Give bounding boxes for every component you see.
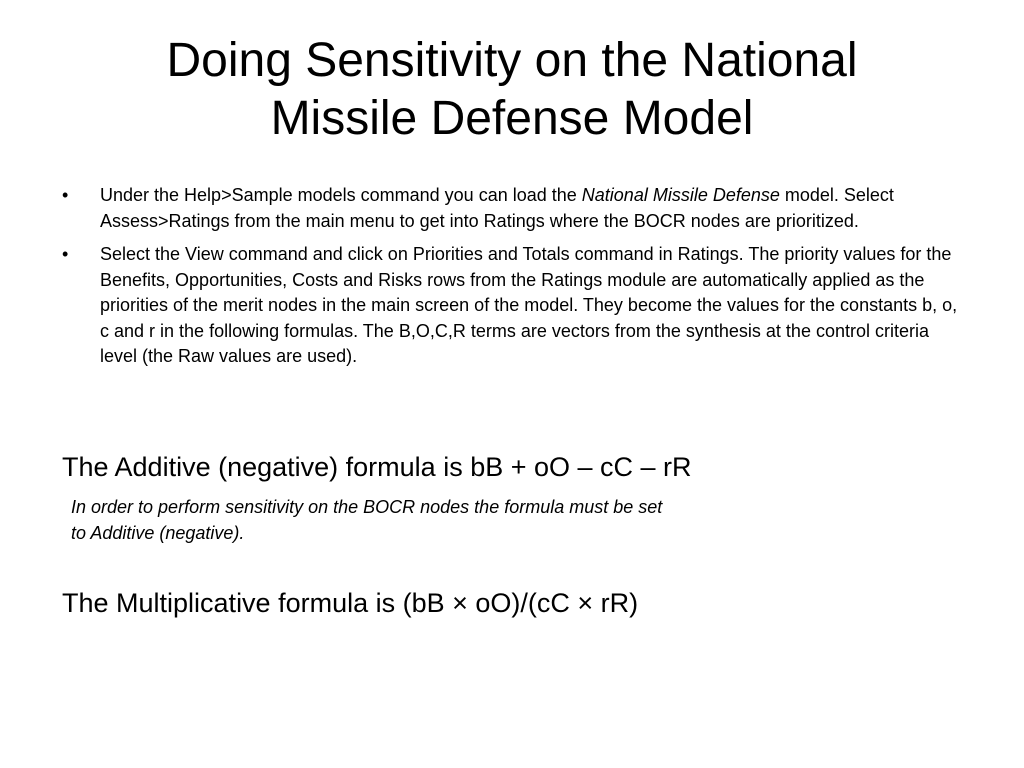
bullet-marker: • (62, 185, 69, 205)
bullet-text: Select the View command and click on Priorities and Totals command in Ratings. The priority values for the Benefits, Opportunities, Costs and Risks rows from the Ratings module are automatically applied as the priorities of the merit nodes in the main screen of the model. They become the values for the constants b, o, c and r in the following formulas. The B,O,C,R terms are vectors from the synthesis at the control criteria level (the Raw values are used). (100, 244, 958, 366)
bullet-text-before: Under the Help>Sample models command you can load the (100, 185, 582, 205)
bullet-text-after: model. Select Assess>Ratings from the main menu to get into Ratings where the BOCR nodes are prioritized. (100, 185, 894, 231)
bullet-item-load-model (62, 183, 962, 234)
multiplicative-formula: The Multiplicative formula is (bB × oO)/(cC × rR) (62, 588, 639, 618)
additive-note-line-2: to Additive (negative). (71, 523, 245, 543)
additive-note-line-1: In order to perform sensitivity on the BOCR nodes the formula must be set (71, 497, 663, 517)
slide-title (60, 32, 964, 148)
model-name-italic: National Missile Defense (581, 185, 780, 205)
bullet-marker: • (62, 244, 69, 264)
slide-title-line-1: Doing Sensitivity on the National (166, 34, 858, 87)
bullet-item-view-command (62, 242, 962, 370)
additive-note (71, 494, 851, 546)
additive-formula: The Additive (negative) formula is bB + oO – cC – rR (62, 452, 692, 482)
bullet-list (62, 183, 962, 378)
slide-title-line-2: Missile Defense Model (270, 92, 754, 145)
